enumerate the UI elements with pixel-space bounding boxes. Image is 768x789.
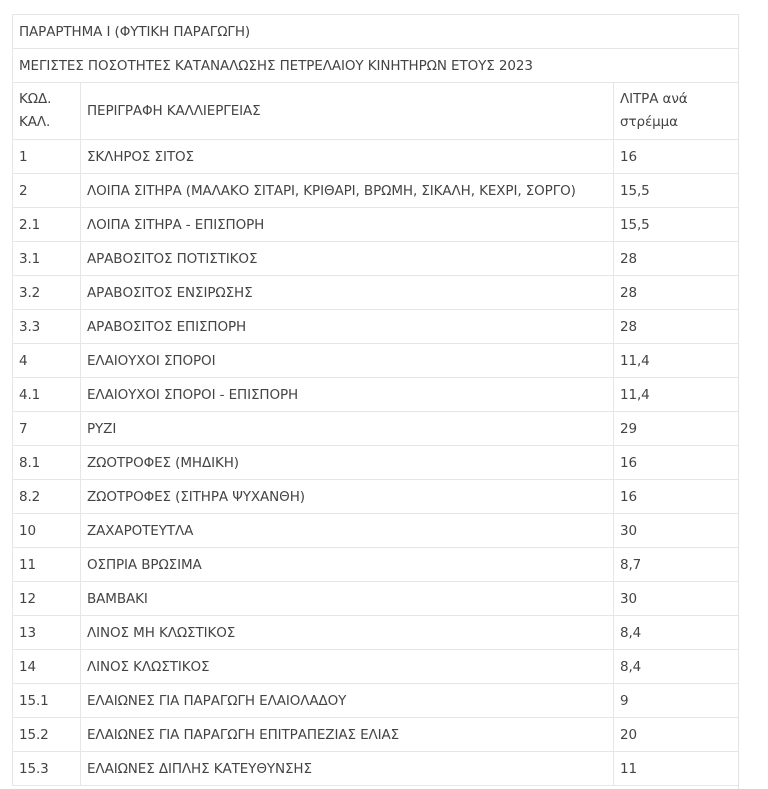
- cell-code: 15.2: [13, 718, 81, 752]
- cell-description: ΟΣΠΡΙΑ ΒΡΩΣΙΜΑ: [81, 548, 614, 582]
- table-row: [13, 616, 739, 650]
- cell-liters: 11: [614, 752, 739, 786]
- table-title: ΠΑΡΑΡΤΗΜΑ Ι (ΦΥΤΙΚΗ ΠΑΡΑΓΩΓΗ): [13, 15, 739, 49]
- table-row: [13, 684, 739, 718]
- table-title-row: [13, 15, 739, 49]
- cell-code: 8.1: [13, 446, 81, 480]
- cell-liters: 9: [614, 684, 739, 718]
- fuel-quota-table: [12, 14, 739, 786]
- cell-code: 11: [13, 548, 81, 582]
- cell-description: ΡΥΖΙ: [81, 412, 614, 446]
- cell-code: 13: [13, 616, 81, 650]
- table-row: [13, 344, 739, 378]
- table-row: [13, 242, 739, 276]
- cell-description: ΛΟΙΠΑ ΣΙΤΗΡΑ - ΕΠΙΣΠΟΡΗ: [81, 208, 614, 242]
- cell-description: ΕΛΑΙΩΝΕΣ ΔΙΠΛΗΣ ΚΑΤΕΥΘΥΝΣΗΣ: [81, 752, 614, 786]
- cell-description: ΣΚΛΗΡΟΣ ΣΙΤΟΣ: [81, 140, 614, 174]
- cell-description: ΛΙΝΟΣ ΚΛΩΣΤΙΚΟΣ: [81, 650, 614, 684]
- cell-liters: 11,4: [614, 344, 739, 378]
- table-subtitle: ΜΕΓΙΣΤΕΣ ΠΟΣΟΤΗΤΕΣ ΚΑΤΑΝΑΛΩΣΗΣ ΠΕΤΡΕΛΑΙΟΥ ΚΙΝΗΤΗΡΩΝ ΕΤΟΥΣ 2023: [13, 49, 739, 83]
- column-header-row: [13, 83, 739, 140]
- cell-description: ΕΛΑΙΟΥΧΟΙ ΣΠΟΡΟΙ - ΕΠΙΣΠΟΡΗ: [81, 378, 614, 412]
- cell-code: 15.1: [13, 684, 81, 718]
- table-row: [13, 412, 739, 446]
- cell-liters: 20: [614, 718, 739, 752]
- cell-liters: 28: [614, 310, 739, 344]
- cell-liters: 16: [614, 140, 739, 174]
- cell-liters: 29: [614, 412, 739, 446]
- document-content: [12, 14, 750, 786]
- table-row: [13, 582, 739, 616]
- table-row: [13, 446, 739, 480]
- cell-code: 15.3: [13, 752, 81, 786]
- table-row: [13, 650, 739, 684]
- cell-description: ΛΙΝΟΣ ΜΗ ΚΛΩΣΤΙΚΟΣ: [81, 616, 614, 650]
- cell-code: 14: [13, 650, 81, 684]
- table-row: [13, 208, 739, 242]
- table-row: [13, 174, 739, 208]
- cell-liters: 8,7: [614, 548, 739, 582]
- cell-description: ΖΩΟΤΡΟΦΕΣ (ΣΙΤΗΡΑ ΨΥΧΑΝΘΗ): [81, 480, 614, 514]
- table-row: [13, 480, 739, 514]
- content-right-border: [738, 14, 739, 789]
- cell-code: 7: [13, 412, 81, 446]
- cell-code: 4.1: [13, 378, 81, 412]
- table-row: [13, 548, 739, 582]
- cell-description: ΒΑΜΒΑΚΙ: [81, 582, 614, 616]
- cell-liters: 15,5: [614, 208, 739, 242]
- column-header-liters: ΛΙΤΡΑ ανά στρέμμα: [614, 83, 739, 140]
- table-row: [13, 718, 739, 752]
- cell-description: ΕΛΑΙΩΝΕΣ ΓΙΑ ΠΑΡΑΓΩΓΗ ΕΛΑΙΟΛΑΔΟΥ: [81, 684, 614, 718]
- cell-liters: 28: [614, 242, 739, 276]
- cell-code: 4: [13, 344, 81, 378]
- table-row: [13, 514, 739, 548]
- cell-description: ΑΡΑΒΟΣΙΤΟΣ ΕΝΣΙΡΩΣΗΣ: [81, 276, 614, 310]
- cell-description: ΖΑΧΑΡΟΤΕΥΤΛΑ: [81, 514, 614, 548]
- cell-code: 2: [13, 174, 81, 208]
- cell-liters: 8,4: [614, 650, 739, 684]
- table-row: [13, 378, 739, 412]
- table-row: [13, 276, 739, 310]
- cell-description: ΕΛΑΙΩΝΕΣ ΓΙΑ ΠΑΡΑΓΩΓΗ ΕΠΙΤΡΑΠΕΖΙΑΣ ΕΛΙΑΣ: [81, 718, 614, 752]
- cell-liters: 30: [614, 514, 739, 548]
- cell-code: 3.1: [13, 242, 81, 276]
- cell-code: 3.3: [13, 310, 81, 344]
- cell-liters: 15,5: [614, 174, 739, 208]
- table-subtitle-row: [13, 49, 739, 83]
- cell-liters: 30: [614, 582, 739, 616]
- cell-description: ΛΟΙΠΑ ΣΙΤΗΡΑ (ΜΑΛΑΚΟ ΣΙΤΑΡΙ, ΚΡΙΘΑΡΙ, ΒΡΩΜΗ, ΣΙΚΑΛΗ, ΚΕΧΡΙ, ΣΟΡΓΟ): [81, 174, 614, 208]
- cell-liters: 8,4: [614, 616, 739, 650]
- cell-code: 12: [13, 582, 81, 616]
- cell-code: 1: [13, 140, 81, 174]
- cell-description: ΑΡΑΒΟΣΙΤΟΣ ΕΠΙΣΠΟΡΗ: [81, 310, 614, 344]
- cell-description: ΖΩΟΤΡΟΦΕΣ (ΜΗΔΙΚΗ): [81, 446, 614, 480]
- cell-liters: 16: [614, 480, 739, 514]
- table-row: [13, 310, 739, 344]
- cell-description: ΑΡΑΒΟΣΙΤΟΣ ΠΟΤΙΣΤΙΚΟΣ: [81, 242, 614, 276]
- cell-description: ΕΛΑΙΟΥΧΟΙ ΣΠΟΡΟΙ: [81, 344, 614, 378]
- cell-code: 2.1: [13, 208, 81, 242]
- cell-code: 8.2: [13, 480, 81, 514]
- column-header-description: ΠΕΡΙΓΡΑΦΗ ΚΑΛΛΙΕΡΓΕΙΑΣ: [81, 83, 614, 140]
- table-row: [13, 752, 739, 786]
- cell-liters: 28: [614, 276, 739, 310]
- column-header-code: ΚΩΔ. ΚΑΛ.: [13, 83, 81, 140]
- cell-liters: 11,4: [614, 378, 739, 412]
- cell-liters: 16: [614, 446, 739, 480]
- cell-code: 10: [13, 514, 81, 548]
- table-row: [13, 140, 739, 174]
- cell-code: 3.2: [13, 276, 81, 310]
